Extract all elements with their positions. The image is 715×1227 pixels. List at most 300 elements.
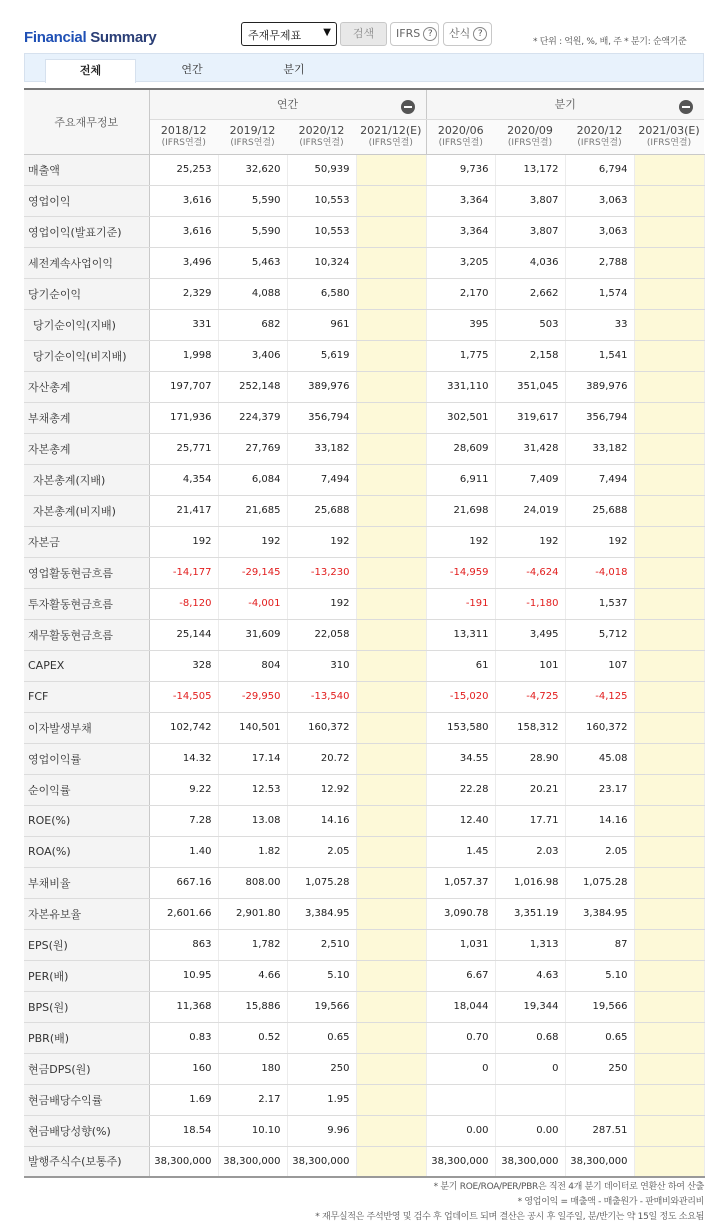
table-cell: 28.90 <box>495 743 565 774</box>
table-cell: 197,707 <box>149 371 218 402</box>
row-label: 영업이익 <box>24 185 149 216</box>
row-label: 현금DPS(원) <box>24 1053 149 1084</box>
table-cell <box>634 526 704 557</box>
financial-summary-table <box>24 88 705 1178</box>
table-row <box>24 433 704 464</box>
row-label: 당기순이익(지배) <box>24 309 149 340</box>
table-cell: 160,372 <box>287 712 356 743</box>
table-cell: 5,590 <box>218 216 287 247</box>
table-row <box>24 402 704 433</box>
table-cell: 158,312 <box>495 712 565 743</box>
table-cell: 11,368 <box>149 991 218 1022</box>
table-cell <box>356 991 426 1022</box>
table-cell <box>634 309 704 340</box>
table-cell: 1,541 <box>565 340 634 371</box>
table-cell <box>356 464 426 495</box>
column-header: 2019/12 (IFRS연결) <box>218 119 287 154</box>
table-cell <box>634 991 704 1022</box>
table-cell: -14,959 <box>426 557 495 588</box>
table-cell: 3,364 <box>426 216 495 247</box>
table-cell <box>634 1115 704 1146</box>
table-cell <box>634 340 704 371</box>
table-cell: 1.69 <box>149 1084 218 1115</box>
table-cell <box>356 743 426 774</box>
table-cell: 3,616 <box>149 216 218 247</box>
table-cell <box>426 1084 495 1115</box>
table-row <box>24 588 704 619</box>
table-cell: 7.28 <box>149 805 218 836</box>
group-header-annual: 연간 <box>149 89 426 119</box>
table-cell: 38,300,000 <box>495 1146 565 1177</box>
table-cell <box>634 712 704 743</box>
table-cell <box>356 836 426 867</box>
table-cell <box>356 433 426 464</box>
table-row <box>24 1022 704 1053</box>
table-cell: 1,537 <box>565 588 634 619</box>
table-cell: -13,540 <box>287 681 356 712</box>
table-cell: 682 <box>218 309 287 340</box>
table-cell: 38,300,000 <box>426 1146 495 1177</box>
footnote: * 분기 ROE/ROA/PER/PBR은 직전 4개 분기 데이터로 연환산 하여 산출 <box>433 1182 704 1192</box>
row-label: 영업활동현금흐름 <box>24 557 149 588</box>
table-cell: -29,950 <box>218 681 287 712</box>
table-cell: 804 <box>218 650 287 681</box>
table-cell: -1,180 <box>495 588 565 619</box>
table-cell: 3,090.78 <box>426 898 495 929</box>
table-row <box>24 929 704 960</box>
question-icon: ? <box>423 27 437 41</box>
table-cell: 5,590 <box>218 185 287 216</box>
footnotes <box>315 1180 704 1225</box>
table-cell: 192 <box>218 526 287 557</box>
table-cell: 7,409 <box>495 464 565 495</box>
table-cell: 6,580 <box>287 278 356 309</box>
table-cell: 21,685 <box>218 495 287 526</box>
table-cell <box>634 495 704 526</box>
table-cell <box>634 464 704 495</box>
table-cell <box>634 743 704 774</box>
table-cell: 287.51 <box>565 1115 634 1146</box>
table-cell <box>634 433 704 464</box>
table-cell: 2.03 <box>495 836 565 867</box>
table-cell: 503 <box>495 309 565 340</box>
row-label: 부채비율 <box>24 867 149 898</box>
table-cell <box>356 185 426 216</box>
table-cell: 3,351.19 <box>495 898 565 929</box>
table-cell: 102,742 <box>149 712 218 743</box>
table-cell: 0.65 <box>287 1022 356 1053</box>
table-cell: -191 <box>426 588 495 619</box>
table-cell: 2.17 <box>218 1084 287 1115</box>
row-label: CAPEX <box>24 650 149 681</box>
table-cell: 1,016.98 <box>495 867 565 898</box>
table-cell: 3,384.95 <box>565 898 634 929</box>
table-cell: 33,182 <box>287 433 356 464</box>
table-cell: 1,775 <box>426 340 495 371</box>
table-cell: 192 <box>495 526 565 557</box>
table-cell <box>356 557 426 588</box>
toolbar <box>0 0 715 52</box>
table-cell: 25,253 <box>149 154 218 185</box>
table-row <box>24 1115 704 1146</box>
table-cell <box>356 402 426 433</box>
row-label: 자산총계 <box>24 371 149 402</box>
table-cell: 33 <box>565 309 634 340</box>
table-cell: 2,170 <box>426 278 495 309</box>
table-cell: 31,609 <box>218 619 287 650</box>
table-cell: 1,031 <box>426 929 495 960</box>
tab-quarterly[interactable]: 분기 <box>283 63 305 76</box>
period-tabs <box>24 53 704 82</box>
table-cell <box>356 340 426 371</box>
table-row <box>24 805 704 836</box>
table-cell <box>495 1084 565 1115</box>
question-icon: ? <box>473 27 487 41</box>
table-cell <box>356 650 426 681</box>
table-cell <box>356 247 426 278</box>
table-cell: -4,624 <box>495 557 565 588</box>
table-row <box>24 774 704 805</box>
unit-note: * 단위 : 억원, %, 배, 주 * 분기: 순액기준 <box>533 37 687 47</box>
table-row <box>24 1084 704 1115</box>
table-cell: 3,495 <box>495 619 565 650</box>
table-cell <box>634 154 704 185</box>
table-cell <box>356 495 426 526</box>
column-header: 2020/12 (IFRS연결) <box>565 119 634 154</box>
table-cell: -4,125 <box>565 681 634 712</box>
table-cell <box>634 929 704 960</box>
table-cell: -8,120 <box>149 588 218 619</box>
table-cell: -14,505 <box>149 681 218 712</box>
table-cell: -29,145 <box>218 557 287 588</box>
table-cell <box>356 278 426 309</box>
column-header: 2020/06 (IFRS연결) <box>426 119 495 154</box>
table-cell: 101 <box>495 650 565 681</box>
table-cell: 961 <box>287 309 356 340</box>
table-cell: 863 <box>149 929 218 960</box>
tab-all[interactable]: 전체 <box>45 59 136 83</box>
row-label: BPS(원) <box>24 991 149 1022</box>
table-cell <box>356 1115 426 1146</box>
table-cell: 0.00 <box>495 1115 565 1146</box>
table-cell: 6,794 <box>565 154 634 185</box>
table-cell: 22,058 <box>287 619 356 650</box>
table-row <box>24 1146 704 1177</box>
main-header: 주요재무정보 <box>24 89 149 154</box>
table-cell <box>356 588 426 619</box>
table-cell <box>356 371 426 402</box>
group-header-quarter: 분기 <box>426 89 704 119</box>
table-row <box>24 712 704 743</box>
table-row <box>24 309 704 340</box>
table-cell <box>634 619 704 650</box>
table-cell <box>356 867 426 898</box>
table-cell <box>356 805 426 836</box>
formula-help-button[interactable]: 산식 ? <box>443 22 492 46</box>
table-cell: 1.40 <box>149 836 218 867</box>
table-cell <box>634 867 704 898</box>
table-cell: 21,417 <box>149 495 218 526</box>
table-cell: 4,354 <box>149 464 218 495</box>
table-cell: 192 <box>149 526 218 557</box>
table-cell: 17.71 <box>495 805 565 836</box>
table-cell: 34.55 <box>426 743 495 774</box>
row-label: FCF <box>24 681 149 712</box>
table-cell <box>634 557 704 588</box>
table-cell: 0 <box>426 1053 495 1084</box>
column-header: 2021/12(E) (IFRS연결) <box>356 119 426 154</box>
table-cell <box>634 1022 704 1053</box>
table-cell <box>634 185 704 216</box>
chevron-down-icon: ▼ <box>323 27 331 38</box>
table-cell: 38,300,000 <box>287 1146 356 1177</box>
table-cell: 5,463 <box>218 247 287 278</box>
statement-type-select[interactable]: 주재무제표 ▼ <box>241 22 337 46</box>
tab-annual[interactable]: 연간 <box>181 63 203 76</box>
table-cell: 250 <box>287 1053 356 1084</box>
collapse-icon[interactable] <box>679 100 693 114</box>
table-cell: 7,494 <box>565 464 634 495</box>
table-cell: 160,372 <box>565 712 634 743</box>
table-cell <box>634 278 704 309</box>
table-row <box>24 216 704 247</box>
column-header: 2020/09 (IFRS연결) <box>495 119 565 154</box>
row-label: 순이익률 <box>24 774 149 805</box>
table-cell: 160 <box>149 1053 218 1084</box>
table-cell: 140,501 <box>218 712 287 743</box>
table-cell <box>356 1146 426 1177</box>
table-cell: 20.21 <box>495 774 565 805</box>
table-cell: 25,144 <box>149 619 218 650</box>
table-cell: 252,148 <box>218 371 287 402</box>
table-row <box>24 557 704 588</box>
table-cell: 2.05 <box>287 836 356 867</box>
table-cell: 10,324 <box>287 247 356 278</box>
row-label: EPS(원) <box>24 929 149 960</box>
table-cell: -4,018 <box>565 557 634 588</box>
table-cell: 13,172 <box>495 154 565 185</box>
column-header: 2020/12 (IFRS연결) <box>287 119 356 154</box>
table-cell: 0.00 <box>426 1115 495 1146</box>
table-cell <box>356 712 426 743</box>
row-label: PER(배) <box>24 960 149 991</box>
table-cell: 10.10 <box>218 1115 287 1146</box>
row-label: 자본총계(지배) <box>24 464 149 495</box>
table-cell <box>356 1053 426 1084</box>
table-cell <box>634 247 704 278</box>
search-button[interactable]: 검색 <box>340 22 387 46</box>
table-cell <box>634 371 704 402</box>
table-cell <box>634 805 704 836</box>
table-cell: 328 <box>149 650 218 681</box>
table-cell: 4,036 <box>495 247 565 278</box>
table-cell: 224,379 <box>218 402 287 433</box>
row-label: 투자활동현금흐름 <box>24 588 149 619</box>
table-cell: 12.53 <box>218 774 287 805</box>
table-cell: 6,084 <box>218 464 287 495</box>
table-cell <box>634 1084 704 1115</box>
table-cell: 1,075.28 <box>565 867 634 898</box>
table-cell: 9.22 <box>149 774 218 805</box>
table-cell: 31,428 <box>495 433 565 464</box>
footnote: * 재무실적은 주석반영 및 검수 후 업데이트 되며 결산은 공시 후 일주일, 분/반기는 약 15일 정도 소요됨 <box>315 1212 704 1222</box>
table-cell: 107 <box>565 650 634 681</box>
table-row <box>24 371 704 402</box>
table-cell: 389,976 <box>565 371 634 402</box>
table-cell: 1.95 <box>287 1084 356 1115</box>
table-cell: 3,496 <box>149 247 218 278</box>
table-cell: 2,158 <box>495 340 565 371</box>
table-cell: 153,580 <box>426 712 495 743</box>
table-cell: 5.10 <box>565 960 634 991</box>
table-cell: 192 <box>287 526 356 557</box>
table-cell: 250 <box>565 1053 634 1084</box>
table-cell: 12.92 <box>287 774 356 805</box>
table-row <box>24 650 704 681</box>
table-cell: 24,019 <box>495 495 565 526</box>
table-cell: 0.52 <box>218 1022 287 1053</box>
table-cell: 45.08 <box>565 743 634 774</box>
column-header: 2018/12 (IFRS연결) <box>149 119 218 154</box>
table-cell <box>634 402 704 433</box>
table-cell: 3,205 <box>426 247 495 278</box>
table-cell: 1,998 <box>149 340 218 371</box>
row-label: 자본총계 <box>24 433 149 464</box>
table-cell: 331 <box>149 309 218 340</box>
table-cell <box>356 898 426 929</box>
table-cell: 10,553 <box>287 185 356 216</box>
table-row <box>24 1053 704 1084</box>
table-cell: 32,620 <box>218 154 287 185</box>
table-cell <box>634 1053 704 1084</box>
column-header: 2021/03(E) (IFRS연결) <box>634 119 704 154</box>
table-row <box>24 278 704 309</box>
table-row <box>24 991 704 1022</box>
table-row <box>24 340 704 371</box>
table-cell <box>634 1146 704 1177</box>
table-cell: 5,712 <box>565 619 634 650</box>
row-label: ROA(%) <box>24 836 149 867</box>
table-cell: 395 <box>426 309 495 340</box>
table-cell: 192 <box>565 526 634 557</box>
row-label: 발행주식수(보통주) <box>24 1146 149 1177</box>
table-cell <box>356 681 426 712</box>
table-cell: 7,494 <box>287 464 356 495</box>
table-cell: 0 <box>495 1053 565 1084</box>
table-cell <box>634 774 704 805</box>
row-label: 자본유보율 <box>24 898 149 929</box>
row-label: 부채총계 <box>24 402 149 433</box>
table-cell <box>634 588 704 619</box>
table-cell: 2,901.80 <box>218 898 287 929</box>
table-cell: 19,566 <box>287 991 356 1022</box>
table-cell: 2,662 <box>495 278 565 309</box>
table-cell: 3,406 <box>218 340 287 371</box>
table-cell: 389,976 <box>287 371 356 402</box>
table-cell: 1,574 <box>565 278 634 309</box>
row-label: 당기순이익(비지배) <box>24 340 149 371</box>
table-cell: 2.05 <box>565 836 634 867</box>
table-cell: 14.32 <box>149 743 218 774</box>
table-cell: 3,063 <box>565 216 634 247</box>
table-cell: 25,688 <box>565 495 634 526</box>
table-cell: 28,609 <box>426 433 495 464</box>
table-cell: 319,617 <box>495 402 565 433</box>
table-cell <box>356 309 426 340</box>
table-cell: -4,001 <box>218 588 287 619</box>
row-label: ROE(%) <box>24 805 149 836</box>
row-label: 매출액 <box>24 154 149 185</box>
table-cell: 21,698 <box>426 495 495 526</box>
table-cell: 14.16 <box>565 805 634 836</box>
table-cell: 6,911 <box>426 464 495 495</box>
table-cell: 1.82 <box>218 836 287 867</box>
table-cell: 10,553 <box>287 216 356 247</box>
table-cell: 33,182 <box>565 433 634 464</box>
row-label: 세전계속사업이익 <box>24 247 149 278</box>
table-cell: 1,057.37 <box>426 867 495 898</box>
table-cell: 19,566 <box>565 991 634 1022</box>
table-cell <box>356 216 426 247</box>
table-cell: 356,794 <box>565 402 634 433</box>
table-cell: 1,782 <box>218 929 287 960</box>
row-label: 현금배당수익률 <box>24 1084 149 1115</box>
table-cell: 25,688 <box>287 495 356 526</box>
table-cell: 4,088 <box>218 278 287 309</box>
table-cell <box>356 619 426 650</box>
table-cell: 667.16 <box>149 867 218 898</box>
table-row <box>24 495 704 526</box>
table-cell: 23.17 <box>565 774 634 805</box>
table-row <box>24 743 704 774</box>
row-label: 영업이익(발표기준) <box>24 216 149 247</box>
row-label: 재무활동현금흐름 <box>24 619 149 650</box>
table-cell: 38,300,000 <box>565 1146 634 1177</box>
table-cell: 331,110 <box>426 371 495 402</box>
table-cell: -4,725 <box>495 681 565 712</box>
table-cell: 17.14 <box>218 743 287 774</box>
footnote: * 영업이익 = 매출액 - 매출원가 - 판매비와관리비 <box>517 1197 704 1207</box>
table-cell: 2,788 <box>565 247 634 278</box>
table-cell <box>356 526 426 557</box>
table-row <box>24 960 704 991</box>
table-cell: 356,794 <box>287 402 356 433</box>
table-cell: 5.10 <box>287 960 356 991</box>
table-cell <box>634 898 704 929</box>
table-cell: 61 <box>426 650 495 681</box>
table-cell: -15,020 <box>426 681 495 712</box>
table-row <box>24 681 704 712</box>
row-label: 당기순이익 <box>24 278 149 309</box>
collapse-icon[interactable] <box>401 100 415 114</box>
table-cell <box>634 650 704 681</box>
table-row <box>24 185 704 216</box>
table-cell: 0.70 <box>426 1022 495 1053</box>
table-cell <box>356 1022 426 1053</box>
table-cell: 1,313 <box>495 929 565 960</box>
table-cell <box>634 216 704 247</box>
ifrs-help-button[interactable]: IFRS ? <box>390 22 439 46</box>
table-cell: 14.16 <box>287 805 356 836</box>
table-cell: 87 <box>565 929 634 960</box>
table-cell <box>634 960 704 991</box>
table-cell: 18.54 <box>149 1115 218 1146</box>
table-row <box>24 619 704 650</box>
table-cell <box>356 960 426 991</box>
row-label: 현금배당성향(%) <box>24 1115 149 1146</box>
table-cell: 10.95 <box>149 960 218 991</box>
row-label: 자본금 <box>24 526 149 557</box>
